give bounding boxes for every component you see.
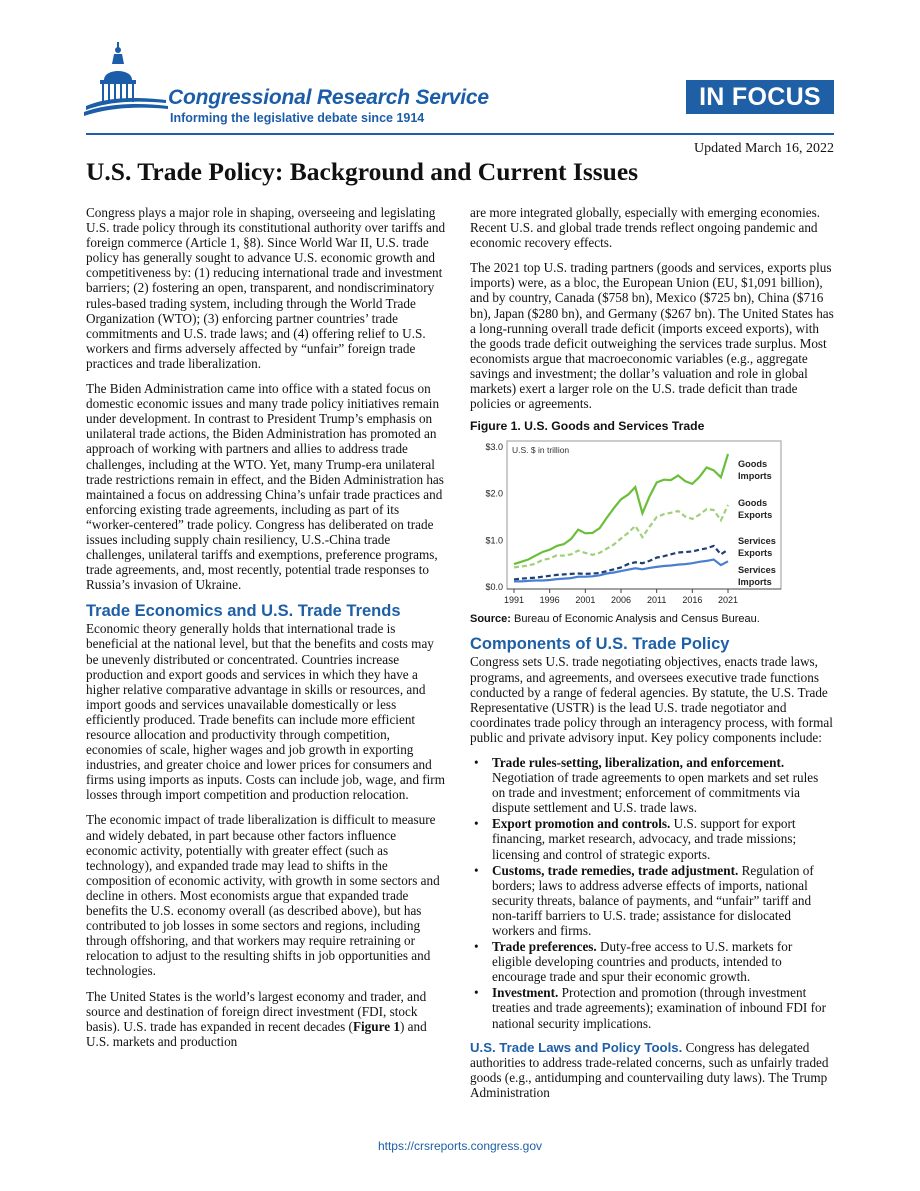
trade-laws-heading: U.S. Trade Laws and Policy Tools.: [470, 1039, 683, 1055]
legend-label: Exports: [738, 510, 773, 521]
section-heading-components: Components of U.S. Trade Policy: [470, 635, 730, 654]
figure-title: Figure 1. U.S. Goods and Services Trade: [470, 419, 705, 434]
legend-label: Imports: [738, 577, 772, 588]
figure-reference: Figure 1: [352, 1018, 400, 1034]
policy-components-list: [470, 755, 834, 1031]
right-column: [470, 205, 834, 1110]
components-paragraph: Congress sets U.S. trade negotiating objectives, enacts trade laws, programs, and agreements, and oversees executive trade functions conducted by a range of federal agencies. By statute, the U.S. Trade Representative (USTR) is the lead U.S. trade negotiator and coordinates trade policy through an interagency process, with formal public and private advisory input. Key policy components include:: [470, 654, 833, 745]
x-tick-label: 2011: [646, 595, 667, 606]
legend-label: Services: [738, 565, 776, 576]
footer-url[interactable]: https://crsreports.congress.gov: [377, 1139, 543, 1153]
legend-label: Exports: [738, 548, 773, 559]
us-economy-text-a: The United States is the world’s largest economy and trader, and source and destination of foreign direct investment (FDI, stock basis). U.S. trade has expanded in recent decades (: [86, 988, 427, 1034]
unit-label: U.S. $ in trillion: [512, 445, 570, 456]
y-tick-label: $1.0: [485, 535, 503, 546]
list-item: [470, 985, 834, 1030]
biden-paragraph: The Biden Administration came into office with a stated focus on domestic economic issues and many trade policy initiatives remain under development. In contrast to President Trump’s emphasis on unilateral trade actions, the Biden Administration has promoted an approach of working with partners and allies to address trade challenges, including at the WTO. Yet, many Trump-era unilateral trade restrictions remain in effect, and the Biden Administration has maintained a focus on addressing China’s unfair trade practices and enforcing existing trade agreements, including as part of its “worker-centered” trade policy. Congress has deliberated on trade issues including supply chain resiliency, U.S.-China trade challenges, unilateral tariffs and exemptions, preference programs, trade agreements, and, most recently, potential trade responses to Russia’s invasion of Ukraine.: [86, 381, 444, 593]
x-tick-label: 2006: [610, 595, 632, 606]
capitol-dome-logo: [84, 40, 168, 120]
bullet-icon: •: [474, 939, 479, 955]
legend-label: Services: [738, 536, 776, 547]
list-item-text: Negotiation of trade agreements to open markets and set rules on trade and investment; enforcement of commitments via dispute settlement and U.S. trade laws.: [492, 770, 819, 816]
list-item-text: Regulation of borders; laws to address adverse effects of imports, national security threats, balance of payments, and “unfair” tariff and non-tariff barriers to U.S. trade; assistance for dislocated workers and firms.: [492, 862, 814, 938]
legend-label: Goods: [738, 459, 768, 470]
us-economy-text-b: ) and U.S. markets and production: [86, 1018, 427, 1049]
bullet-icon: •: [474, 862, 479, 878]
list-item: [470, 755, 834, 815]
x-tick-label: 2021: [717, 595, 739, 606]
y-tick-label: $0.0: [485, 582, 503, 593]
section-heading-trade-economics: Trade Economics and U.S. Trade Trends: [86, 602, 401, 621]
trade-laws-text: Congress has delegated authorities to address trade-related concerns, such as unfairly traded goods (e.g., antidumping and countervailing duty laws). The Trump Administration: [470, 1039, 829, 1100]
header-rule: [86, 133, 834, 135]
list-item-text: Protection and promotion (through investment treaties and trade agreements); examination of inbound FDI for national security implications.: [492, 985, 826, 1031]
source-label: Source:: [470, 613, 511, 626]
trade-chart: [470, 439, 790, 609]
us-economy-paragraph: [86, 989, 448, 1049]
list-item: [470, 863, 834, 938]
x-tick-label: 1991: [503, 595, 525, 606]
list-item-text: Duty-free access to U.S. markets for eligible developing countries and products, intended to encourage trade and spur their economic growth.: [492, 939, 793, 985]
economic-theory-paragraph: Economic theory generally holds that international trade is beneficial at the national level, but that the benefits and costs may be unevenly distributed or concentrated. Countries increase production and export goods and services in which they have a higher relative comparative advantage in skills or resources, and import goods and services unavailable domestically or less efficiently produced. Trade benefits can include more efficient resource allocation and productivity through competition, economies of scale, higher wages and job growth in exporting industries, and greater choice and lower prices for consumers and firms using imports as inputs. Costs can include job, wage, and firm losses through import competition and production relocation.: [86, 621, 445, 803]
org-name: Congressional Research Service: [168, 86, 489, 109]
legend-label: Imports: [738, 471, 772, 482]
list-item-head: Customs, trade remedies, trade adjustment.: [492, 862, 739, 878]
left-column: [86, 205, 448, 1059]
intro-paragraph: Congress plays a major role in shaping, overseeing and legislating U.S. trade policy through its constitutional authority over tariffs and foreign commerce (Article 1, §8). Since World War II, U.S. trade policy has generally sought to advance U.S. economic growth and competitiveness by: (1) reducing international trade and investment barriers; (2) fostering an open, transparent, and nondiscriminatory rules-based trading system, including through the World Trade Organization (WTO); (3) enforcing partner countries’ trade commitments and U.S. trade laws; and (4) offering relief to U.S. workers and firms adversely affected by “unfair” foreign trade practices and trade liberalization.: [86, 205, 446, 371]
series-line-services-imports: [514, 560, 728, 582]
in-focus-badge: IN FOCUS: [686, 80, 834, 114]
x-tick-label: 2001: [575, 595, 596, 606]
list-item-head: Trade rules-setting, liberalization, and enforcement.: [492, 754, 785, 770]
list-item-text: U.S. support for export financing, market research, advocacy, and trade missions; licensing and control of strategic exports.: [492, 816, 797, 862]
source-text: Bureau of Economic Analysis and Census Bureau.: [514, 613, 760, 626]
y-tick-label: $3.0: [485, 442, 503, 453]
page-title: U.S. Trade Policy: Background and Current Issues: [86, 157, 639, 186]
figure-source: [470, 612, 834, 627]
legend-label: Goods: [738, 498, 768, 509]
legend: [738, 459, 776, 587]
list-item-head: Trade preferences.: [492, 939, 597, 955]
y-tick-label: $2.0: [485, 488, 503, 499]
series-line-goods-exports: [514, 505, 728, 568]
list-item: [470, 816, 834, 861]
updated-date: Updated March 16, 2022: [694, 141, 834, 156]
series-layer: [514, 454, 728, 581]
bullet-icon: •: [474, 985, 479, 1001]
series-line-goods-imports: [514, 454, 728, 564]
list-item: [470, 939, 834, 984]
x-tick-label: 1996: [539, 595, 560, 606]
list-item-head: Investment.: [492, 985, 559, 1001]
trading-partners-paragraph: The 2021 top U.S. trading partners (goods and services, exports plus imports) were, as a bloc, the European Union (EU, $1,091 billion), and by country, Canada ($758 bn), Mexico ($725 bn), China ($716 bn), Japan ($280 bn), and Germany ($267 bn). The United States has a long-running overall trade deficit (imports exceed exports), with the goods trade deficit outweighing the services trade surplus. Most economists argue that macroeconomic variables (e.g., aggregate savings and investment; the dollar’s valuation and role in global markets) exert a larger role on the U.S. trade deficit than trade policies or agreements.: [470, 260, 834, 412]
economic-impact-paragraph: The economic impact of trade liberalization is difficult to measure and widely debated, in part because other factors influence economic activity, potentially with greater effect (such as technology), and expanded trade may lead to shifts in the composition of economic activity, with growth in some sectors and decline in others. Most economists argue that expanded trade benefits the U.S. economy overall (as described above), but has contributed to job losses in some sectors and regions, including through offshoring, and that workers may require retraining or relocation to adjust to the resulting shifts in job opportunities and technologies.: [86, 812, 440, 979]
bullet-icon: •: [474, 816, 479, 832]
integration-paragraph: are more integrated globally, especially with emerging economies. Recent U.S. and global trade trends reflect ongoing pandemic and economic recovery effects.: [470, 205, 821, 251]
org-tagline: Informing the legislative debate since 1914: [170, 111, 425, 125]
bullet-icon: •: [474, 754, 479, 770]
x-tick-label: 2016: [682, 595, 703, 606]
list-item-head: Export promotion and controls.: [492, 816, 671, 832]
trade-laws-paragraph: [470, 1040, 834, 1100]
